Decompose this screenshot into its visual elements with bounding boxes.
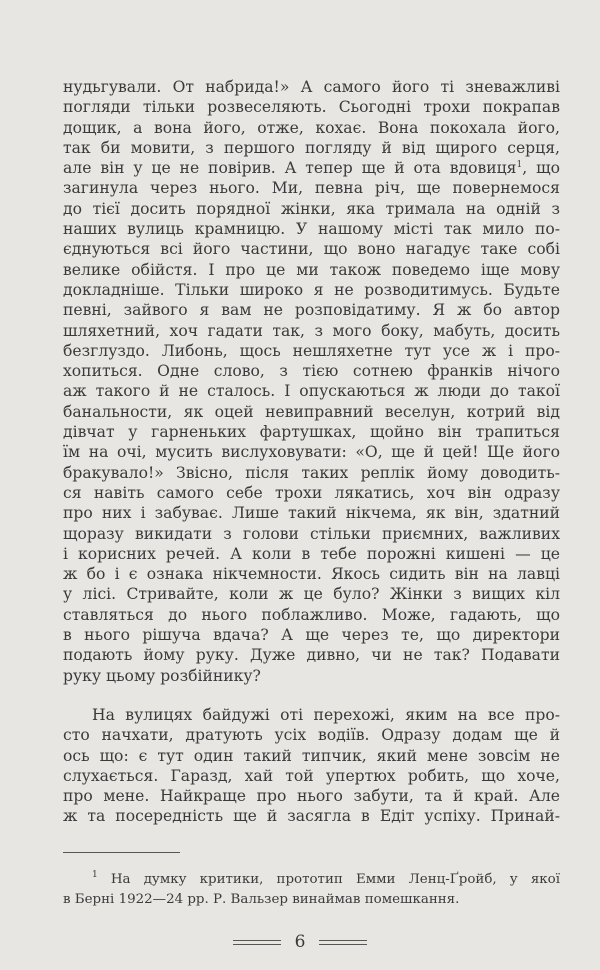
text-line: про них і забуває. Лише такий нікчема, як він, здатний [63,504,560,523]
text-line: шляхетний, хоч гадати так, з мого боку, мабуть, досить [63,321,560,340]
text-line: На вулицях байдужі оті перехожі, яким на все про- [92,706,560,724]
ornament-double-rule [233,940,281,945]
text-line: велике обійстя. І про це ми також поведемо іще мову [63,260,560,279]
main-paragraph-2 [63,705,560,827]
text-line: ставляться до нього поблажливо. Може, гадають, що [63,605,560,624]
text-line: ж та посередність ще й засягла в Едіт успіху. Принай- [63,807,560,826]
text-line: ся навіть самого себе трохи лякатись, хоч він одразу [63,483,560,502]
text-fragment: але він у це не повірив. А тепер ще й ота вдовиця [63,159,517,178]
footnote-reference[interactable]: 1 [516,160,523,171]
text-line: руку цьому розбійнику? [63,666,261,685]
ornament-double-rule [319,940,367,945]
text-line: банальности, як оцей невиправний веселун, котрий від [63,402,560,421]
text-line: загинула через нього. Ми, певна річ, ще повернемося [63,179,560,198]
text-line: певні, зайвого я вам не розповідатиму. Я ж бо автор [63,301,560,320]
footnote-marker: 1 [92,870,98,880]
text-line: сто начхати, дратують усіх водіїв. Одразу додам ще й [63,726,560,745]
text-line: бракувало!» Звісно, після таких реплік йому доводить- [63,463,560,482]
text-line: безглуздо. Либонь, щось нешляхетне тут усе ж і про- [63,341,560,360]
text-line: аж такого й не сталось. І опускаються ж люди до такої [63,382,560,401]
text-line: до тієї досить порядної жінки, яка тримала на одній з [63,199,560,218]
text-fragment: , що [522,159,560,178]
text-line: погляди тільки розвеселяють. Сьогодні трохи покрапав [63,98,560,117]
text-fragment: На думку критики, прототип Емми Ленц-Ґройб, у якої [97,872,560,887]
footnote [63,870,560,909]
text-line: наших вулиць крамницю. У нашому місті так мило по- [63,220,560,239]
text-line: дощик, а вона його, отже, кохає. Вона покохала його, [63,118,560,137]
text-line: так би мовити, з першого погляду й від щирого серця, [63,138,560,157]
text-line: і корисних речей. А коли в тебе порожні кишені — це [63,544,560,563]
footnote-line [63,870,560,890]
text-line [63,158,560,178]
text-line: докладніше. Тільки широко я не розводитимусь. Будьте [63,280,560,299]
footnote-line: в Берні 1922—24 рр. Р. Вальзер винаймав помешкання. [63,891,460,907]
text-line: нудьгували. От набрида!» А самого його ті зневажливі [63,78,560,96]
text-line: ось що: є тут один такий типчик, який мене зовсім не [63,746,560,765]
text-line: слухається. Гаразд, хай той упертюх робить, що хоче, [63,766,560,785]
text-line: у лісі. Стривайте, коли ж це було? Жінки з вищих кіл [63,585,560,604]
text-line: про мене. Найкраще про нього забути, та й край. Але [63,787,560,806]
text-line: подають йому руку. Дуже дивно, чи не так? Подавати [63,646,560,665]
main-paragraph-1 [63,77,560,686]
text-line: хопиться. Одне слово, з тією сотнею франків нічого [63,362,560,381]
text-line: дівчат у гарненьких фартушках, щойно він трапиться [63,423,560,442]
footnote-separator [63,852,180,853]
text-line: щоразу викидати з голови стільки приємних, важливих [63,524,560,543]
text-line: в нього рішуча вдача? А ще через те, що директори [63,626,560,645]
text-line: їм на очі, мусить вислуховувати: «О, ще й цей! Ще його [63,443,560,462]
text-line: ж бо і є ознака нікчемности. Якось сидить він на лавці [63,565,560,584]
text-line: єднуються всі його частини, що воно нагадує таке собі [63,240,560,259]
page-footer [0,930,600,954]
page-number: 6 [294,932,306,952]
